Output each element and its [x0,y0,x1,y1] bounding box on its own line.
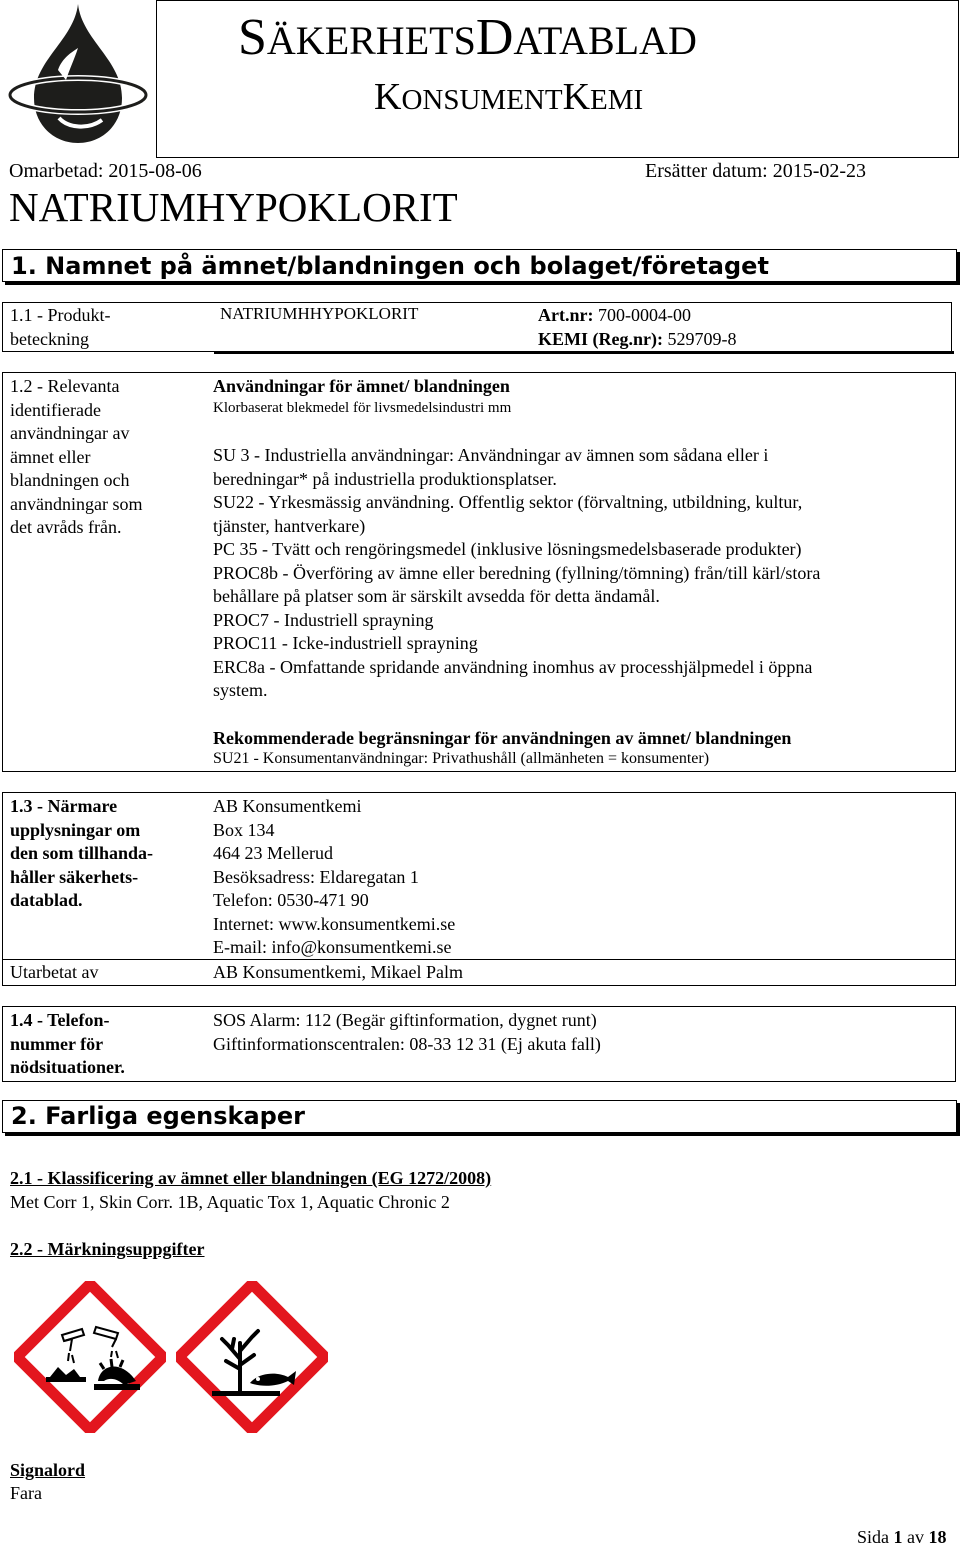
uses-heading: Användningar för ämnet/ blandningen [213,376,510,396]
corrosive-icon [14,1281,166,1433]
classification-text: Met Corr 1, Skin Corr. 1B, Aquatic Tox 1, Aquatic Chronic 2 [10,1192,450,1212]
supplier-contact: AB Konsumentkemi Box 134 464 23 Mellerud Besöksadress: Eldaregatan 1 Telefon: 0530-471 90 Internet: www.konsumentkemi.se E-mail: info@konsumentkemi.se [213,796,456,957]
signal-word-heading: Signalord [10,1460,86,1480]
document-subtitle: KONSUMENTKEMI [374,76,644,118]
s1-1-product-name: NATRIUMHHYPOKLORIT [220,304,419,323]
prepared-by-label: Utarbetat av [10,962,99,982]
prepared-by-value: AB Konsumentkemi, Mikael Palm [213,962,463,982]
s1-3-divider [2,959,956,960]
s1-1-box [2,302,952,352]
s1-1-box-underline [214,351,954,354]
s1-2-label: 1.2 - Relevanta identifierade användningar av ämnet eller blandningen och användningar som det avråds från. [10,376,143,537]
section1-heading-box [2,249,957,282]
uses-list: SU 3 - Industriella användningar: Användningar av ämnen som sådana eller i beredningar* på industriella produktionsplatser. SU22 - Yrkesmässig användning. Offentlig sektor (förvaltning, utbildning, kultur, tjänster, hantverkare) PC 35 - Tvätt och rengöringsmedel (inklusive lösningsmedelsbaserade produkter) PROC8b - Överföring av ämne eller beredning (fyllning/tömning) från/till kärl/stora behållare på platser som är särskilt avsedda för detta ändamål. PROC7 - Industriell sprayning PROC11 - Icke-industriell sprayning ERC8a - Omfattande spridande användning inomhus av processhjälpmedel i öppna system. [213,445,821,700]
emergency-numbers: SOS Alarm: 112 (Begär giftinformation, dygnet runt) Giftinformationscentralen: 08-33 12 31 (Ej akuta fall) [213,1010,601,1054]
document-title: SÄKERHETSDATABLAD [238,9,697,66]
restrictions-text: SU21 - Konsumentanvändningar: Privathushåll (allmänheten = konsumenter) [213,750,710,767]
uses-subtitle: Klorbaserat blekmedel för livsmedelsindustri mm [213,400,512,416]
product-title: NATRIUMHYPOKLORIT [9,184,458,230]
page-number: Sida 1 av 18 [857,1527,947,1547]
labelling-heading: 2.2 - Märkningsuppgifter [10,1239,205,1259]
environment-hazard-icon [176,1281,328,1433]
s1-3-label: 1.3 - Närmare upplysningar om den som tillhanda- håller säkerhets- datablad. [10,796,154,910]
section2-heading-box [2,1100,957,1133]
s1-1-identifiers: Art.nr: 700-0004-00 KEMI (Reg.nr): 529709-8 [538,305,737,349]
section2-heading: 2. Farliga egenskaper [11,1102,305,1130]
replaces-date: Ersätter datum: 2015-02-23 [645,160,867,182]
restrictions-heading: Rekommenderade begränsningar för användningen av ämnet/ blandningen [213,728,792,748]
signal-word-value: Fara [10,1483,42,1503]
revised-date: Omarbetad: 2015-08-06 [9,160,202,182]
classification-heading: 2.1 - Klassificering av ämnet eller blandningen (EG 1272/2008) [10,1168,492,1188]
s1-4-label: 1.4 - Telefon- nummer för nödsituationer. [10,1010,125,1077]
section1-heading: 1. Namnet på ämnet/blandningen och bolaget/företaget [11,252,769,280]
logo-drop-icon [4,0,150,150]
s1-1-label: 1.1 - Produkt- beteckning [10,305,111,349]
